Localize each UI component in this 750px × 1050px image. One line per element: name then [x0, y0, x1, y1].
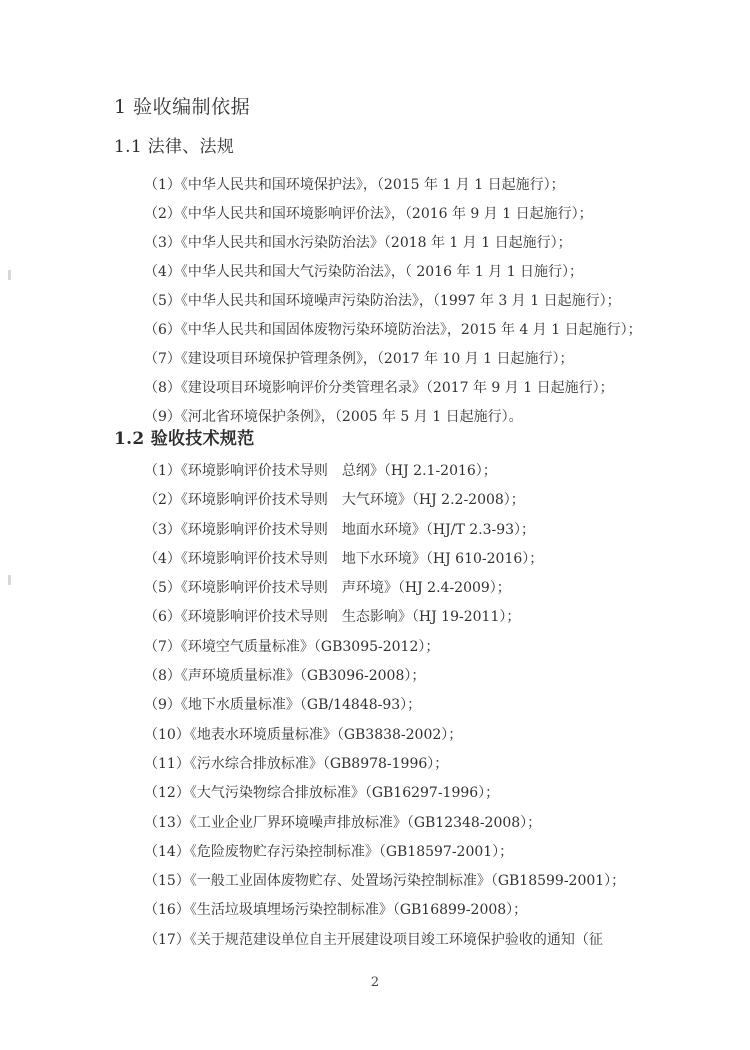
list-item: （7）《建设项目环境保护管理条例》，（2017 年 10 月 1 日起施行）； [144, 351, 574, 367]
list-item: （2）《环境影响评价技术导则 大气环境》（HJ 2.2-2008）； [144, 492, 525, 509]
list-item: （10）《地表水环境质量标准》（GB3838-2002）； [144, 726, 463, 743]
list-item: （17）《关于规范建设单位自主开展建设项目竣工环境保护验收的通知（征 [144, 931, 603, 948]
specs-list [144, 457, 625, 955]
laws-list [144, 171, 642, 432]
list-item: （6）《中华人民共和国固体废物污染环境防治法》，2015 年 4 月 1 日起施行）； [144, 322, 642, 338]
section-heading: 1 验收编制依据 [114, 96, 251, 118]
list-item: （9）《河北省环境保护条例》，（2005 年 5 月 1 日起施行）。 [144, 409, 523, 425]
list-item: （13）《工业企业厂界环境噪声排放标准》（GB12348-2008）； [144, 814, 542, 831]
list-item: （14）《危险废物贮存污染控制标准》（GB18597-2001）； [144, 843, 514, 860]
list-item: （1）《环境影响评价技术导则 总纲》（HJ 2.1-2016）； [144, 463, 497, 479]
list-item: （4）《中华人民共和国大气污染防治法》，（ 2016 年 1 月 1 日施行）； [144, 264, 584, 280]
list-item: （5）《中华人民共和国环境噪声污染防治法》，（1997 年 3 月 1 日起施行）； [144, 293, 621, 309]
page-number: 2 [370, 975, 380, 990]
list-item: （5）《环境影响评价技术导则 声环境》（HJ 2.4-2009）； [144, 580, 511, 597]
list-item: （7）《环境空气质量标准》（GB3095-2012）； [144, 638, 440, 655]
list-item: （8）《建设项目环境影响评价分类管理名录》（2017 年 9 月 1 日起施行）； [144, 380, 614, 396]
list-item: （11）《污水综合排放标准》（GB8978-1996）； [144, 755, 449, 772]
list-item: （1）《中华人民共和国环境保护法》，（2015 年 1 月 1 日起施行）； [144, 177, 565, 193]
list-item: （3）《中华人民共和国水污染防治法》（2018 年 1 月 1 日起施行）； [144, 235, 572, 251]
scan-mark [8, 575, 11, 585]
list-item: （2）《中华人民共和国环境影响评价法》，（2016 年 9 月 1 日起施行）； [144, 206, 593, 222]
subsection-heading-laws: 1.1 法律、法规 [114, 137, 235, 157]
list-item: （4）《环境影响评价技术导则 地下水环境》（HJ 610-2016）； [144, 550, 544, 567]
scan-mark [8, 270, 11, 280]
list-item: （6）《环境影响评价技术导则 生态影响》（HJ 19-2011）； [144, 609, 521, 626]
list-item: （12）《大气污染物综合排放标准》（GB16297-1996）； [144, 785, 500, 802]
list-item: （3）《环境影响评价技术导则 地面水环境》（HJ/T 2.3-93）； [144, 521, 536, 538]
list-item: （15）《一般工业固体废物贮存、处置场污染控制标准》（GB18599-2001）； [144, 873, 626, 890]
list-item: （8）《声环境质量标准》（GB3096-2008）； [144, 668, 426, 685]
subsection-heading-specs: 1.2 验收技术规范 [114, 429, 255, 449]
list-item: （16）《生活垃圾填埋场污染控制标准》（GB16899-2008）； [144, 902, 528, 919]
list-item: （9）《地下水质量标准》（GB/14848-93）； [144, 697, 422, 714]
